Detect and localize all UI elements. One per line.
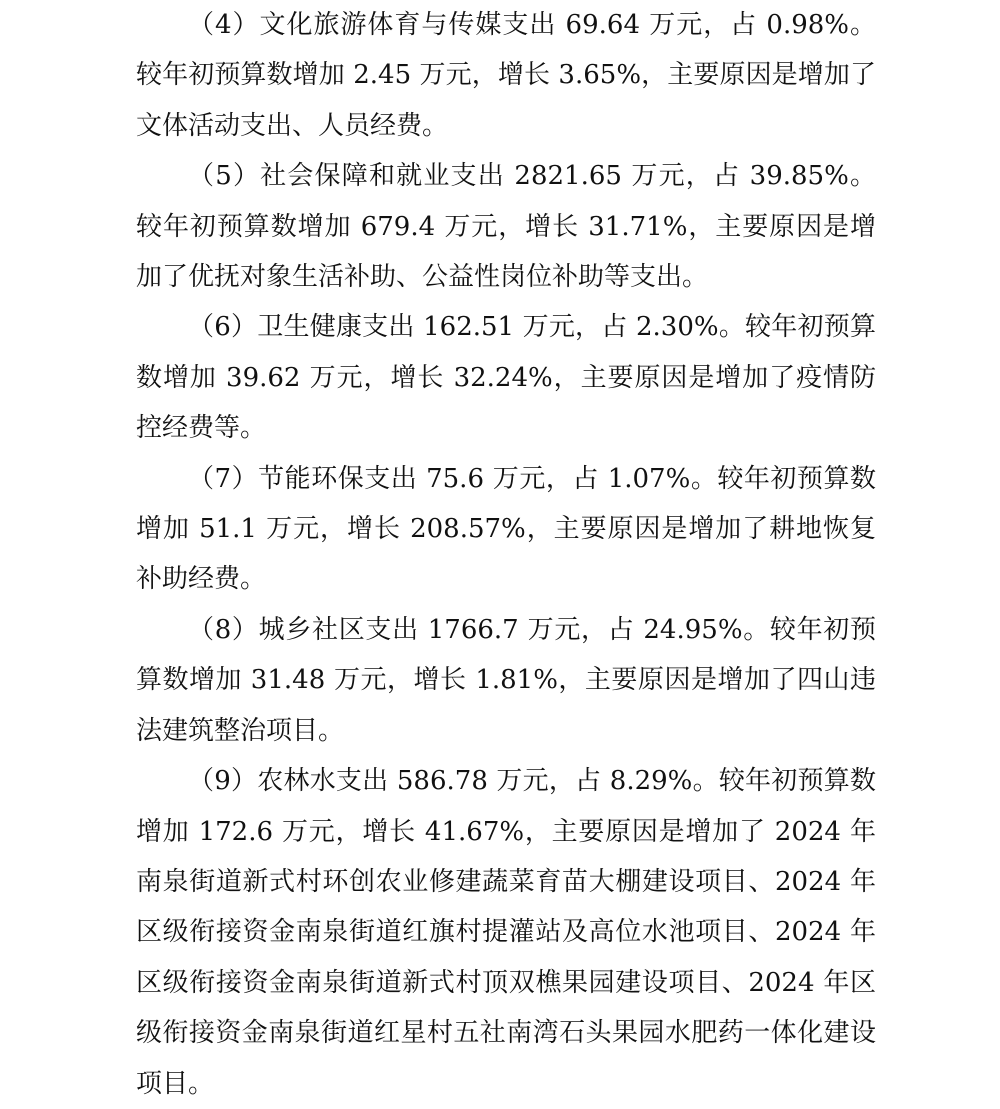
paragraph-culture-tourism-sports-media: （4）文化旅游体育与传媒支出 69.64 万元，占 0.98%。较年初预算数增加 2.45 万元，增长 3.65%，主要原因是增加了文体活动支出、人员经费。 [136,10,876,141]
paragraph-health: （6）卫生健康支出 162.51 万元，占 2.30%。较年初预算数增加 39.62 万元，增长 32.24%，主要原因是增加了疫情防控经费等。 [136,312,876,444]
paragraph-energy-environment: （7）节能环保支出 75.6 万元，占 1.07%。较年初预算数增加 51.1 万元，增长 208.57%，主要原因是增加了耕地恢复补助经费。 [136,463,876,595]
document-page [136,0,876,1109]
paragraph-social-security-employment: （5）社会保障和就业支出 2821.65 万元，占 39.85%。较年初预算数增加 679.4 万元，增长 31.71%，主要原因是增加了优抚对象生活补助、公益性岗位补助等支出。 [136,161,876,293]
paragraph-agriculture-forestry-water: （9）农林水支出 586.78 万元，占 8.29%。较年初预算数增加 172.6 万元，增长 41.67%，主要原因是增加了 2024 年南泉街道新式村环创农业修建蔬菜育苗大棚建设项目、2024 年区级衔接资金南泉街道红旗村提灌站及高位水池项目、2024 年区级衔接资金南泉街道新式村顶双樵果园建设项目、2024 年区级衔接资金南泉街道红星村五社南湾石头果园水肥药一体化建设项目。 [136,766,876,1099]
paragraph-urban-rural-community: （8）城乡社区支出 1766.7 万元，占 24.95%。较年初预算数增加 31.48 万元，增长 1.81%，主要原因是增加了四山违法建筑整治项目。 [136,614,876,746]
